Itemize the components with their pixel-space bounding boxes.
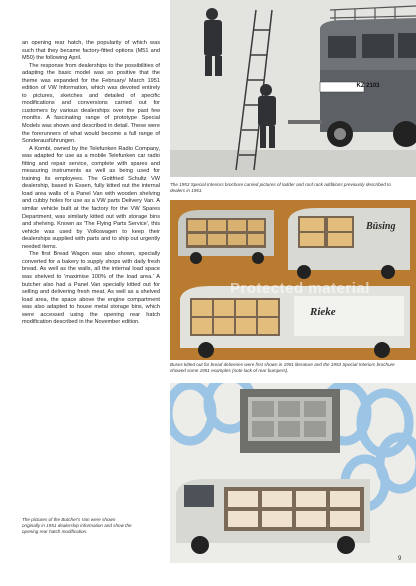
paragraph-2: The response from dealerships to the possibilities of adapting the basic model was so positive that the theme was expanded for the February/ March 1951 edition of VW Information, which was devoted entirely to pictures, sketches and detailed of specific modifications and conversions carried out for customers by various dealerships over the past few months. A fascinating range of prototype Special Models was shown and described in detail. These were the forerunners of what would become a full range of Sonderausführungen. (22, 62, 160, 145)
body-text (22, 40, 160, 327)
bread-van-sign-2: Rieke (310, 306, 336, 318)
paragraph-3: A Kombi, owned by the Telefunken Radio Company, was adapted for use as a mobile Telefunken car radio fitting and repair service, complete with spares and measuring instruments as well as being used for training its employees. The Gottfried Schultz VW dealership, based in Essen, fully kitted out the internal load area walls of a Panel Van with wooden shelving and cubby holes for use as a VW parts Delivery Van. A similar vehicle built at the factory for the VW Spares Department, was similarly kitted out with storage bins and shelving. Known as 'The Flying Parts Service', this vehicle was used by Volkswagen to keep their dealerships supplied with parts and to ship out urgently needed items. (22, 145, 160, 250)
watermark: Protected material (230, 280, 370, 297)
body-text-column (22, 40, 160, 327)
paragraph-4: The first Bread Wagon was also shown, specially converted for a bakery to supply shops with daily fresh bread. As well as the walls, all the internal load space was shelved to 'maximise 100% of the load area.' A butcher also had a Panel Van specially kitted out for selling and delivering fresh meat. As well as a shelved load area, the space above the engine compartment was also adapted to house metal storage bins, which were accessed using the opening rear hatch modification described in the November edition. (22, 251, 160, 326)
paragraph-1: an opening rear hatch, the popularity of which was such that they became factory-fitted options (M51 and M50) the following April. (22, 40, 160, 62)
number-plate: KZ 2103 (356, 83, 380, 89)
photo-van-ladder-roof-rack (170, 0, 416, 177)
caption-bread-deliveries: Buses kitted out for bread deliveries were first shown in 1951 literature and the 1953 Special Interiors brochure showed some 1951 examples (note lack of rear bumpers). (170, 362, 395, 374)
caption-butchers-van: The pictures of the Butcher's Van were shown originally in 1951 dealership information and show the opening rear hatch modification. (22, 517, 132, 535)
caption-1953-brochure: The 1953 Special Interiors brochure carried pictures of ladder and roof rack additions previously described to dealers in 1951. (170, 182, 391, 194)
photo-butchers-van (170, 383, 416, 563)
bread-van-sign-1: Büsing (366, 221, 396, 232)
butchers-van-illustration (170, 383, 416, 563)
page-number: 9 (398, 556, 402, 562)
